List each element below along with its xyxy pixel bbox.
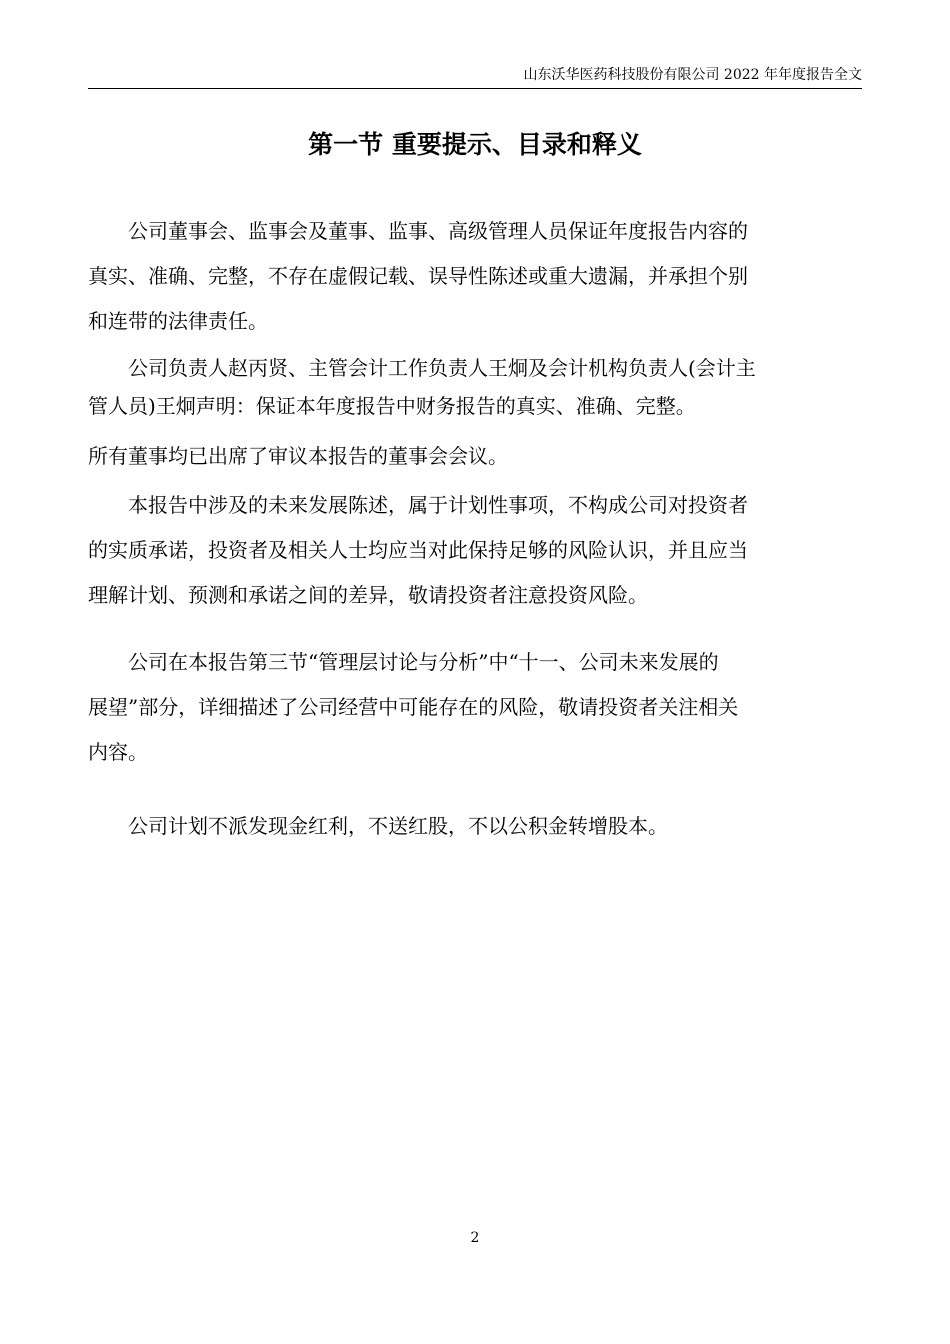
paragraph-responsible-persons-statement: 公司负责人赵丙贤、主管会计工作负责人王炯及会计机构负责人(会计主 管人员)王炯声明：保证本年度报告中财务报告的真实、准确、完整。 <box>88 356 756 418</box>
paragraph-directors-attendance: 所有董事均已出席了审议本报告的董事会会议。 <box>88 444 508 468</box>
page-number: 2 <box>470 1230 480 1246</box>
paragraph-risk-reference: 公司在本报告第三节“管理层讨论与分析”中“十一、公司未来发展的 展望”部分，详细描述了公司经营中可能存在的风险，敬请投资者关注相关 内容。 <box>88 650 739 764</box>
section-title: 第一节 重要提示、目录和释义 <box>308 130 642 159</box>
paragraph-dividend-plan: 公司计划不派发现金红利，不送红股，不以公积金转增股本。 <box>128 814 668 838</box>
page-header <box>88 66 862 89</box>
header-company-report-title: 山东沃华医药科技股份有限公司 2022 年年度报告全文 <box>523 67 862 83</box>
paragraph-forward-looking-statement: 本报告中涉及的未来发展陈述，属于计划性事项，不构成公司对投资者 的实质承诺，投资者及相关人士均应当对此保持足够的风险认识，并且应当 理解计划、预测和承诺之间的差异，敬请投资者注意投资风险。 <box>88 493 748 607</box>
paragraph-board-guarantee: 公司董事会、监事会及董事、监事、高级管理人员保证年度报告内容的 真实、准确、完整，不存在虚假记载、误导性陈述或重大遗漏，并承担个别 和连带的法律责任。 <box>88 219 748 333</box>
